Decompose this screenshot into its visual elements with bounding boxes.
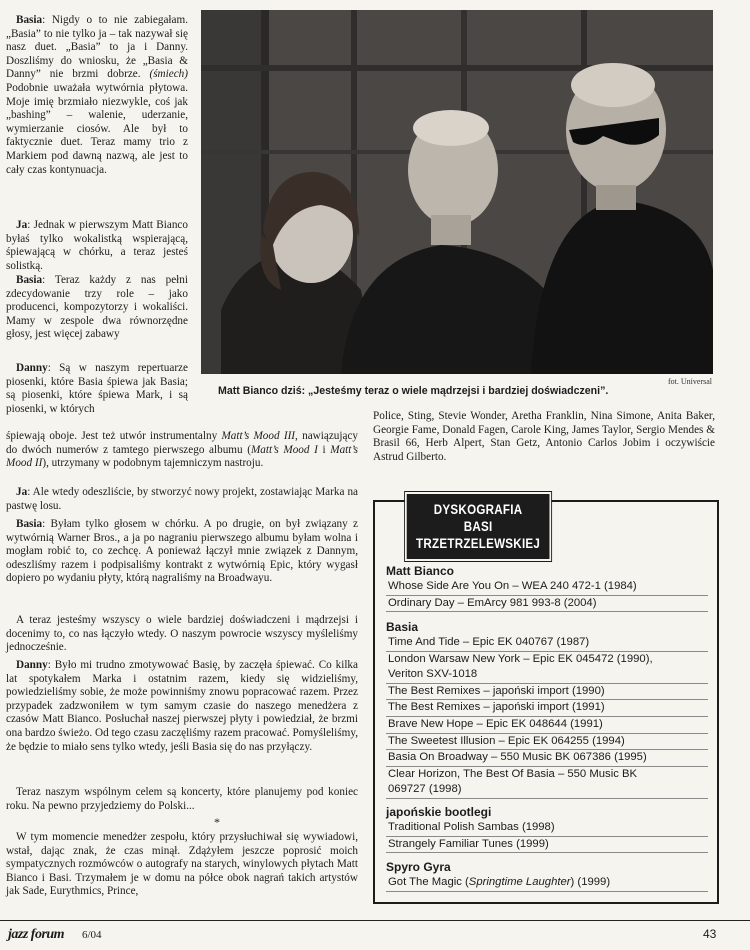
- magazine-logo: jazz forum: [8, 927, 65, 942]
- paragraph-basia-1: Basia: Nigdy o to nie zabiegałam. „Basia” to nie tylko ja – tak nazywał się nasz duet. „Basia” to ja i Danny. Doszliśmy do wniosku, że „Basia & Danny” nie brzmi dobrze. (śmiech) Podobnie uważała wytwórnia płytowa. Moje imię brzmiało niezwykle, coś jak „bashing” – walenie, uderzanie, wymierzanie ciosów. Ale był to faktycznie duet. Teraz mamy trio z Markiem pod dawną nazwą, ale jest to cały czas kontynuacja.: [6, 14, 188, 176]
- page-number: 43: [703, 927, 717, 941]
- paragraph-artists: Police, Sting, Stevie Wonder, Aretha Franklin, Nina Simone, Anita Baker, Georgie Fame, Donald Fagen, Carole King, James Taylor, Sergio Mendes & Brasil 66, Herb Alpert, Stan Getz, Antonio Carlos Jobim i oczywiście Astrud Gilberto.: [373, 410, 715, 463]
- discography-item: Basia On Broadway – 550 Music BK 067386 (1995): [386, 750, 708, 767]
- discography-title: DYSKOGRAFIA BASI TRZETRZELEWSKIEJ: [405, 492, 551, 561]
- paragraph-danny-2: Danny: Było mi trudno zmotywować Basię, by zaczęła śpiewać. Co kilka lat spotykałem Marka i ostatnim razem, kiedy się widzieliśmy, powiedzieliśmy sobie, że może powinniśmy znowu popracować razem. Przez przypadek zadzwoniłem w tym samym czasie do naszego menedżera z czasów Matt Bianco. Posłuchał naszej pierwszej płyty i powiedział, że brzmi ona bardzo świeżo. Od tego czasu zaczęliśmy razem pracować. Pomyśleliśmy, że będzie to miało sens tylko wtedy, jeśli Basia się do nas przyłączy.: [6, 659, 358, 753]
- discography-item: The Sweetest Illusion – Epic EK 064255 (1994): [386, 734, 708, 751]
- discography-item: Time And Tide – Epic EK 040767 (1987): [386, 635, 708, 652]
- paragraph-danny-1-part: Danny: Są w naszym repertuarze piosenki, które Basia śpiewa jak Basia; są piosenki, które śpiewa Mark, i są piosenki, w których: [6, 362, 188, 415]
- paragraph-danny-1-rest: śpiewają oboje. Jest też utwór instrumentalny Matt’s Mood III, nawiązujący do dwóch numerów z tamtego pierwszego albumu (Matt’s Mood I i Matt’s Mood II), utrzymany w podobnym tajemniczym nastroju.: [6, 430, 359, 470]
- discography-item: Strangely Familiar Tunes (1999): [386, 837, 708, 854]
- discography-list-spyro-gyra: [386, 875, 708, 892]
- paragraph-ja-2: Ja: Ale wtedy odeszliście, by stworzyć nowy projekt, zostawiając Marka na pastwę losu.: [6, 486, 358, 512]
- discography-list-bootlegs: [386, 820, 708, 853]
- discography-heading-basia: Basia: [386, 620, 419, 634]
- discography-heading-spyro-gyra: Spyro Gyra: [386, 860, 451, 874]
- photo-credit: fot. Universal: [668, 377, 712, 386]
- band-photo: [201, 10, 713, 374]
- discography-item: Brave New Hope – Epic EK 048644 (1991): [386, 717, 708, 734]
- band-photo-illustration: [201, 10, 713, 374]
- discography-item: Ordinary Day – EmArcy 981 993-8 (2004): [386, 596, 708, 613]
- discography-list-matt-bianco: [386, 579, 708, 612]
- photo-caption: Matt Bianco dziś: „Jesteśmy teraz o wiele mądrzejsi i bardziej doświadczeni”.: [218, 385, 609, 397]
- section-separator: *: [214, 815, 220, 829]
- discography-item: Traditional Polish Sambas (1998): [386, 820, 708, 837]
- discography-box: [373, 500, 719, 904]
- paragraph-continued: A teraz jesteśmy wszyscy o wiele bardziej doświadczeni i mądrzejsi i docenimy to, co nas łączyło wtedy. O naszym powrocie wszyscy myśleliśmy jednocześnie.: [6, 614, 358, 654]
- discography-item: Clear Horizon, The Best Of Basia – 550 Music BK 069727 (1998): [386, 767, 708, 799]
- discography-item: Got The Magic (Springtime Laughter) (1999): [386, 875, 708, 892]
- discography-list-basia: [386, 635, 708, 799]
- discography-heading-bootlegs: japońskie bootlegi: [386, 805, 492, 819]
- danny-rest-text: śpiewają oboje. Jest też utwór instrumentalny: [6, 430, 222, 442]
- issue-number: 6/04: [82, 929, 102, 941]
- discography-heading-matt-bianco: Matt Bianco: [386, 564, 455, 578]
- paragraph-ja-1: Ja: Jednak w pierwszym Matt Bianco byłaś tylko wokalistką wspierającą, śpiewającą w chórku, a teraz jesteś solistką.: [6, 219, 188, 272]
- paragraph-plans: Teraz naszym wspólnym celem są koncerty, które planujemy pod koniec roku. Na pewno przyjedziemy do Polski...: [6, 786, 358, 812]
- discography-item: The Best Remixes – japoński import (1991): [386, 700, 708, 717]
- discography-item: Whose Side Are You On – WEA 240 472-1 (1984): [386, 579, 708, 596]
- discography-item: London Warsaw New York – Epic EK 045472 (1990), Veriton SXV-1018: [386, 652, 708, 684]
- footer-rule: [0, 920, 750, 921]
- discography-item: The Best Remixes – japoński import (1990): [386, 684, 708, 701]
- paragraph-basia-2: Basia: Teraz każdy z nas pełni zdecydowanie trzy role – jako producenci, kompozytorzy i wokaliści. Mamy w zespole dwa równorzędne głosy, jest więcej zabawy: [6, 274, 188, 341]
- paragraph-basia-3: Basia: Byłam tylko głosem w chórku. A po drugie, on był związany z wytwórnią Warner Bros., a ja po nagraniu pierwszego albumu byłam wolna i mogłam robić to, co zechcę. A ponieważ łączył mnie związek z Dannym, odeszliśmy razem i podpisaliśmy kontrakt z wytwórnią Epic, który wygasł dopiero po wydaniu płyty, którą nagraliśmy na Broadwayu.: [6, 518, 358, 585]
- danny-intro-text: : Są w naszym repertuarze piosenki, które Basia śpiewa jak Basia; są piosenki, które śpiewa Mark, i są piosenki, w których: [6, 362, 188, 415]
- paragraph-ending: W tym momencie menedżer zespołu, który przysłuchiwał się wywiadowi, wstał, dając znak, że czas minął. Zdążyłem jeszcze poprosić moich sympatycznych rozmówców o autografy na starych, winylowych płytach Matt Bianco i Basi. Trzymałem je w domu na półce obok nagrań takich artystów jak Sade, Eurythmics, Prince,: [6, 831, 358, 898]
